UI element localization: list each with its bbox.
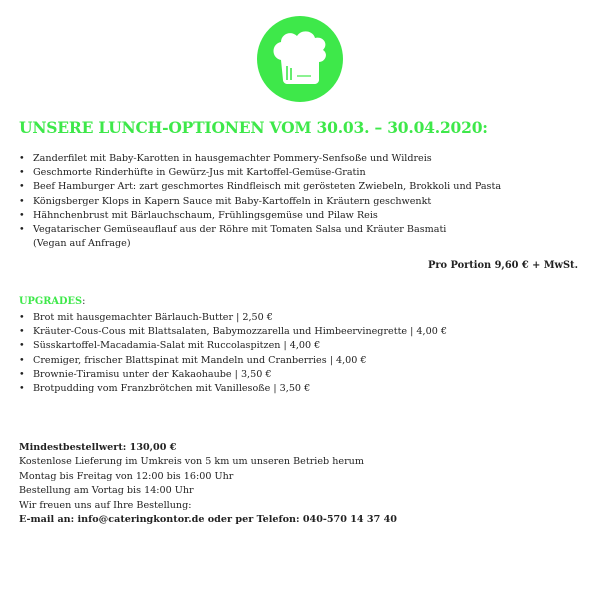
lunch-item: Königsberger Klops in Kapern Sauce mit Baby-Kartoffeln in Kräutern geschwenkt (33, 195, 432, 207)
lunch-item: Hähnchenbrust mit Bärlauchschaum, Frühlingsgemüse und Pilaw Reis (33, 209, 378, 221)
upgrade-item: Brotpudding vom Franzbrötchen mit Vanillesoße | 3,50 € (33, 383, 311, 395)
min-order: Mindestbestellwert: 130,00 € (19, 442, 177, 453)
bullet: • (19, 312, 25, 323)
list-item (19, 354, 589, 368)
lunch-item: Zanderfilet mit Baby-Karotten in hausgemachter Pommery-Senfsoße und Wildreis (33, 153, 432, 164)
upgrades-title: UPGRADES (19, 296, 83, 307)
lunch-item: Geschmorte Rinderhüfte in Gewürz-Jus mit Kartoffel-Gemüse-Gratin (33, 167, 366, 179)
list-item (19, 339, 589, 353)
upgrade-item: Süsskartoffel-Macadamia-Salat mit Ruccolaspitzen | 4,00 € (33, 340, 321, 352)
upgrades-list (19, 311, 589, 396)
upgrade-item: Kräuter-Cous-Cous mit Blattsalaten, Babymozzarella und Himbeervinegrette | 4,00 € (33, 326, 447, 338)
upgrade-item: Cremiger, frischer Blattspinat mit Mandeln und Cranberries | 4,00 € (33, 354, 367, 366)
bullet: • (19, 167, 25, 179)
list-item (19, 180, 589, 194)
bullet: • (19, 368, 25, 380)
delivery-hours: Montag bis Freitag von 12:00 bis 16:00 Uhr (19, 470, 234, 482)
list-item (19, 166, 589, 180)
list-item (19, 223, 589, 237)
list-item (19, 209, 589, 223)
order-info (19, 441, 589, 527)
bullet: • (19, 354, 25, 366)
price-label: Pro Portion 9,60 € + MwSt. (428, 260, 578, 271)
upgrade-item: Brot mit hausgemachter Bärlauch-Butter | 2,50 € (33, 312, 273, 323)
lunch-item: Beef Hamburger Art: zart geschmortes Rindfleisch mit gerösteten Zwiebeln, Brokkoli und Pasta (33, 181, 502, 193)
upgrade-item: Brownie-Tiramisu unter der Kakaohaube | 3,50 € (33, 368, 272, 380)
bullet: • (19, 181, 25, 193)
list-item (19, 368, 589, 382)
bullet: • (19, 340, 25, 352)
lunch-list (19, 152, 589, 251)
upgrades-heading (19, 296, 85, 307)
list-item (19, 311, 589, 325)
bullet: • (19, 383, 25, 395)
bullet: • (19, 224, 25, 236)
chef-hat-icon (257, 16, 343, 102)
contact-line: E-mail an: info@cateringkontor.de oder per Telefon: 040-570 14 37 40 (19, 514, 397, 526)
bullet: • (19, 326, 25, 338)
vegan-note: (Vegan auf Anfrage) (33, 238, 131, 250)
delivery-info: Kostenlose Lieferung im Umkreis von 5 km um unseren Betrieb herum (19, 456, 364, 468)
bullet: • (19, 153, 25, 164)
chef-hat-logo (257, 16, 343, 102)
thanks-line: Wir freuen uns auf Ihre Bestellung: (19, 499, 192, 511)
list-item (19, 325, 589, 339)
bullet: • (19, 195, 25, 207)
list-item (19, 382, 589, 396)
lunch-item: Vegatarischer Gemüseauflauf aus der Röhre mit Tomaten Salsa und Kräuter Basmati (33, 224, 447, 236)
page-title: UNSERE LUNCH-OPTIONEN VOM 30.03. – 30.04.2020: (19, 118, 488, 137)
upgrades-colon: : (82, 296, 86, 307)
bullet: • (19, 209, 25, 221)
list-item (19, 195, 589, 209)
order-deadline: Bestellung am Vortag bis 14:00 Uhr (19, 485, 194, 497)
list-item (19, 152, 589, 166)
